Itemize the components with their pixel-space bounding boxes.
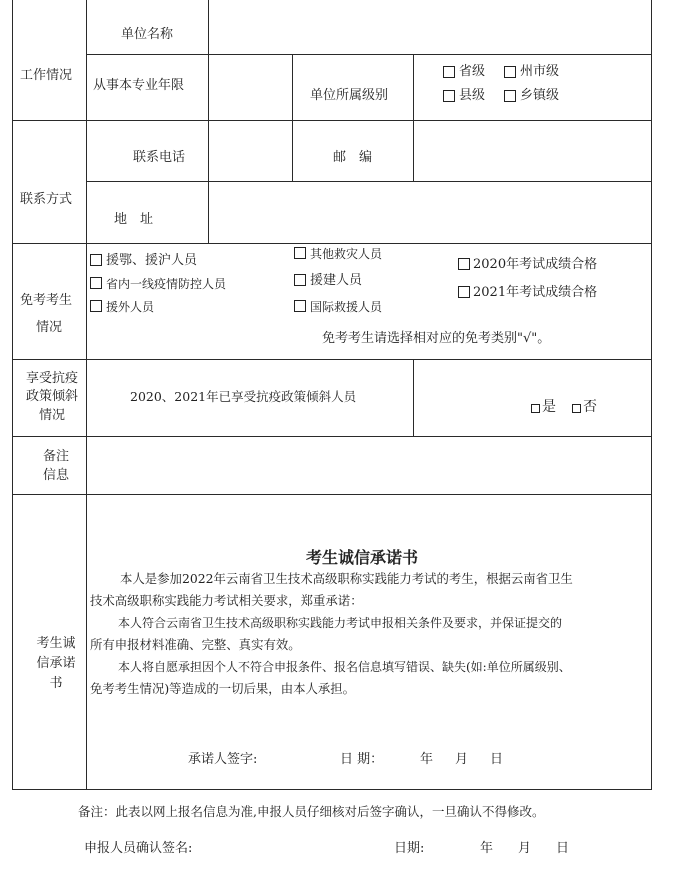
exempt-option-checkbox[interactable] [90,254,102,266]
pledge-date-month: 月 [455,752,469,767]
row-line [12,120,652,121]
level-province-label: 省级 [459,64,486,79]
cell-divider [413,120,414,181]
row-line [86,181,652,182]
signer-label: 承诺人签字: [188,752,258,767]
row-line [12,359,652,360]
pledge-date-label: 日 期： [340,752,384,767]
exempt-option-checkbox[interactable] [458,286,470,298]
level-county-label: 县级 [459,88,486,103]
exempt-option-checkbox[interactable] [294,247,306,259]
row-line [86,54,652,55]
row-line [12,494,652,495]
pledge-section-label-3: 书 [49,676,63,691]
footer-date-month: 月 [518,841,532,856]
policy-text: 2020、2021年已享受抗疫政策倾斜人员 [130,389,357,404]
cell-divider [208,54,209,120]
level-township-checkbox[interactable] [504,90,516,102]
exempt-option-label: 援外人员 [106,300,155,314]
pledge-line-6: 免考考生情况)等造成的一切后果，由本人承担。 [90,681,356,696]
remarks-section-label-2: 信息 [42,468,69,483]
pledge-line-2: 技术高级职称实践能力考试相关要求，郑重承诺： [90,593,363,608]
footer-date-day: 日 [556,841,570,856]
exempt-option-label: 援鄂、援沪人员 [106,253,198,268]
cell-divider [413,359,414,436]
level-township-label: 乡镇级 [520,88,560,103]
work-section-label: 工作情况 [20,68,73,83]
pledge-line-5: 本人将自愿承担因个人不符合申报条件、报名信息填写错误、缺失(如:单位所属级别、 [118,660,571,674]
exempt-option-label: 其他救灾人员 [310,247,383,261]
exempt-section-label-2: 情况 [35,320,62,335]
pledge-line-3: 本人符合云南省卫生技术高级职称实践能力考试申报相关条件及要求，并保证提交的 [118,616,563,630]
pledge-date-day: 日 [490,752,504,767]
exempt-option-checkbox[interactable] [90,300,102,312]
cell-divider [208,120,209,243]
cell-divider [292,54,293,120]
phone-label: 联系电话 [132,150,185,165]
unit-name-label: 单位名称 [120,27,173,42]
footer-date-year: 年 [480,841,494,856]
level-province-checkbox[interactable] [443,66,455,78]
postcode-label: 邮 编 [332,150,372,165]
pledge-line-4: 所有申报材料准确、完整、真实有效。 [90,637,301,652]
exempt-option-checkbox[interactable] [294,274,306,286]
exempt-option-checkbox[interactable] [90,277,102,289]
exempt-option-checkbox[interactable] [458,258,470,270]
exempt-instruction: 免考考生请选择相对应的免考类别"√"。 [322,331,551,346]
policy-yes-label: 是 [542,399,556,415]
policy-yes-checkbox[interactable] [531,404,540,413]
exempt-option-label: 国际救援人员 [310,300,383,314]
level-county-checkbox[interactable] [443,90,455,102]
policy-section-label-2: 政策倾斜 [25,389,78,404]
exempt-option-label: 2020年考试成绩合格 [473,257,598,272]
policy-no-label: 否 [583,399,597,415]
table-right-border [651,0,652,790]
cell-divider [413,54,414,120]
row-line [12,243,652,244]
level-prefecture-checkbox[interactable] [504,66,516,78]
exempt-option-checkbox[interactable] [294,300,306,312]
level-prefecture-label: 州市级 [520,64,560,79]
remarks-section-label-1: 备注 [42,449,69,464]
years-label: 从事本专业年限 [93,78,185,93]
address-label: 地 址 [114,212,154,227]
policy-section-label-3: 情况 [38,408,65,423]
pledge-title: 考生诚信承诺书 [306,548,419,567]
exempt-option-label: 省内一线疫情防控人员 [106,277,227,291]
cell-divider [208,0,209,55]
footer-note: 备注：此表以网上报名信息为准,申报人员仔细核对后签字确认，一旦确认不得修改。 [78,804,545,819]
unit-level-label: 单位所属级别 [310,88,389,103]
contact-section-label: 联系方式 [20,192,73,207]
exempt-option-label: 援建人员 [310,273,363,288]
exempt-section-label-1: 免考考生 [20,293,73,308]
policy-no-checkbox[interactable] [572,404,581,413]
pledge-section-label-2: 信承诺 [36,656,76,671]
confirm-signature-label: 申报人员确认签名: [84,841,193,856]
pledge-date-year: 年 [420,752,434,767]
pledge-section-label-1: 考生诚 [36,636,76,651]
footer-date-label: 日期: [394,841,425,856]
table-bottom-border [12,789,652,790]
pledge-line-1: 本人是参加2022年云南省卫生技术高级职称实践能力考试的考生，根据云南省卫生 [120,571,573,586]
exempt-option-label: 2021年考试成绩合格 [473,285,598,300]
row-line [12,436,652,437]
policy-section-label-1: 享受抗疫 [25,371,78,386]
